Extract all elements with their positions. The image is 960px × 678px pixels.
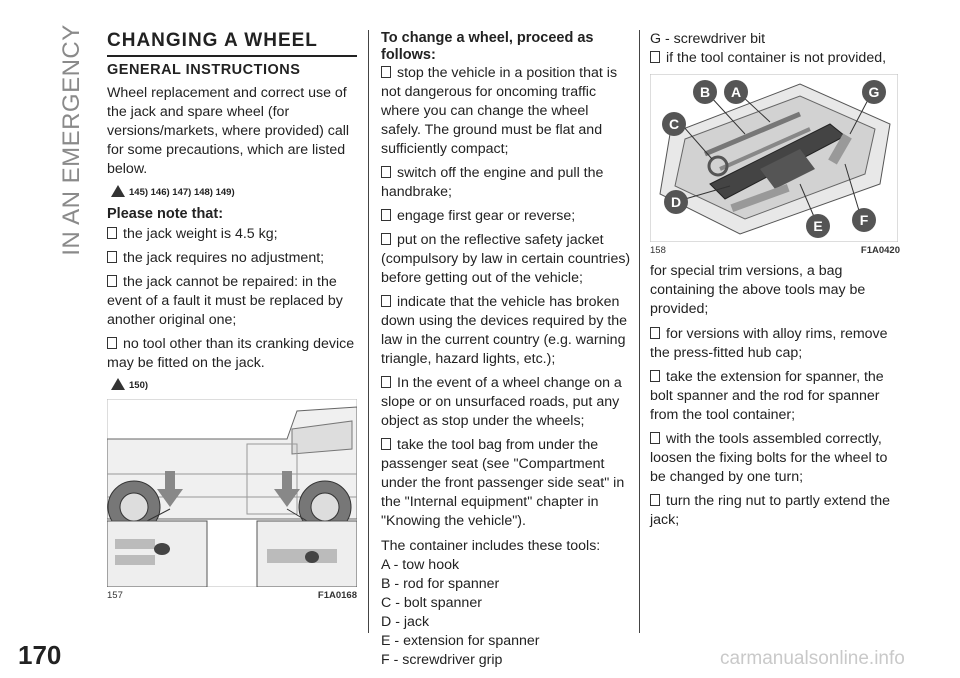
warning-triangle-icon [111,185,125,197]
chapter-side-title: IN AN EMERGENCY [58,24,85,256]
list-item: engage first gear or reverse; [381,207,631,226]
list-item: stop the vehicle in a position that is not dangerous for oncoming traffic where you can change the wheel safely. The ground must be flat and sufficiently compact; [381,65,618,157]
list-item: In the event of a wheel change on a slope or on unsurfaced roads, put any object as stop under the wheels; [381,375,622,429]
column-divider-2 [639,30,640,633]
bullet-box-icon [381,166,391,178]
list-item: switch off the engine and pull the handbrake; [381,165,604,200]
figure-number: 158 [650,245,666,256]
callout-label [852,208,876,232]
procedure-lead: To change a wheel, proceed as follows: [381,30,594,63]
svg-text:F: F [859,212,869,228]
watermark: carmanualsonline.info [720,648,905,669]
bullet-box-icon [650,327,660,339]
bullet-box-icon [650,494,660,506]
svg-text:E: E [813,218,823,234]
column-3 [650,30,900,535]
tool-item: A - tow hook [381,557,460,573]
callout-label [662,112,686,136]
tool-item: F - screwdriver grip [381,652,503,668]
bullet-box-icon [381,376,391,388]
tool-item: B - rod for spanner [381,576,500,592]
tool-item: D - jack [381,614,430,630]
bullet-box-icon [650,370,660,382]
callout-label [806,214,830,238]
intro-paragraph: Wheel replacement and correct use of the jack and spare wheel (for versions/markets, where provided) call for some precautions, which are listed below. [107,85,350,177]
tool-item: G - screwdriver bit [650,31,766,47]
section-heading: CHANGING A WHEEL [107,30,357,57]
figure-code: F1A0420 [860,245,900,256]
figure-caption [650,245,900,256]
svg-text:G: G [868,84,880,100]
continuation-paragraph: for special trim versions, a bag containing the above tools may be provided; [650,263,866,317]
svg-text:A: A [730,84,742,100]
callout-label [862,80,886,104]
bullet-box-icon [381,438,391,450]
list-item: the jack cannot be repaired: in the event of a fault it must be replaced by another original one; [107,274,343,328]
list-item: turn the ring nut to partly extend the jack; [650,493,890,528]
callout-label [693,80,717,104]
bullet-box-icon [650,432,660,444]
bullet-box-icon [381,66,391,78]
warning-refs-2: 150) [111,378,357,391]
figure-157 [107,399,357,601]
bullet-box-icon [381,209,391,221]
callout-label [664,190,688,214]
warning-triangle-icon [111,378,125,390]
subsection-heading: GENERAL INSTRUCTIONS [107,62,301,78]
van-jack-points-illustration [107,399,357,587]
figure-code: F1A0168 [317,590,357,601]
tool-item: E - extension for spanner [381,633,540,649]
bullet-box-icon [381,233,391,245]
list-item: take the tool bag from under the passenger seat (see "Compartment under the front passenger side seat" in the "Internal equipment" chapter in "Knowing the vehicle"). [381,437,625,529]
bullet-box-icon [107,227,117,239]
column-1 [107,30,357,601]
tool-item: C - bolt spanner [381,595,482,611]
list-item: put on the reflective safety jacket (compulsory by law in certain countries) before getting out of the vehicle; [381,232,631,286]
page-number: 170 [18,640,62,670]
figure-caption [107,590,357,601]
list-item: take the extension for spanner, the bolt spanner and the rod for spanner from the tool container; [650,369,884,423]
tools-list [381,537,631,670]
tool-container-illustration [650,74,898,242]
bullet-box-icon [381,295,391,307]
callout-label [724,80,748,104]
svg-text:C: C [668,116,680,132]
column-2 [381,30,631,670]
list-item: if the tool container is not provided, [650,49,900,68]
note-title: Please note that: [107,206,224,222]
svg-text:B: B [699,84,711,100]
list-item: the jack weight is 4.5 kg; [107,225,357,244]
bullet-box-icon [650,51,660,63]
list-item: no tool other than its cranking device may be fitted on the jack. [107,336,355,371]
warning-refs-1: 145) 146) 147) 148) 149) [111,185,357,198]
bullet-box-icon [107,337,117,349]
list-item: indicate that the vehicle has broken down using the devices required by the law in the current country (e.g. warning triangle, hazard lights, etc.); [381,294,628,367]
list-item: for versions with alloy rims, remove the press-fitted hub cap; [650,326,888,361]
column-divider-1 [368,30,369,633]
figure-158 [650,74,900,256]
bullet-box-icon [107,251,117,263]
svg-text:D: D [670,194,682,210]
list-item: with the tools assembled correctly, loosen the fixing bolts for the wheel to be changed by one turn; [650,431,888,485]
list-item: the jack requires no adjustment; [107,249,357,268]
bullet-box-icon [107,275,117,287]
tools-intro: The container includes these tools: [381,538,601,554]
figure-number: 157 [107,590,123,601]
